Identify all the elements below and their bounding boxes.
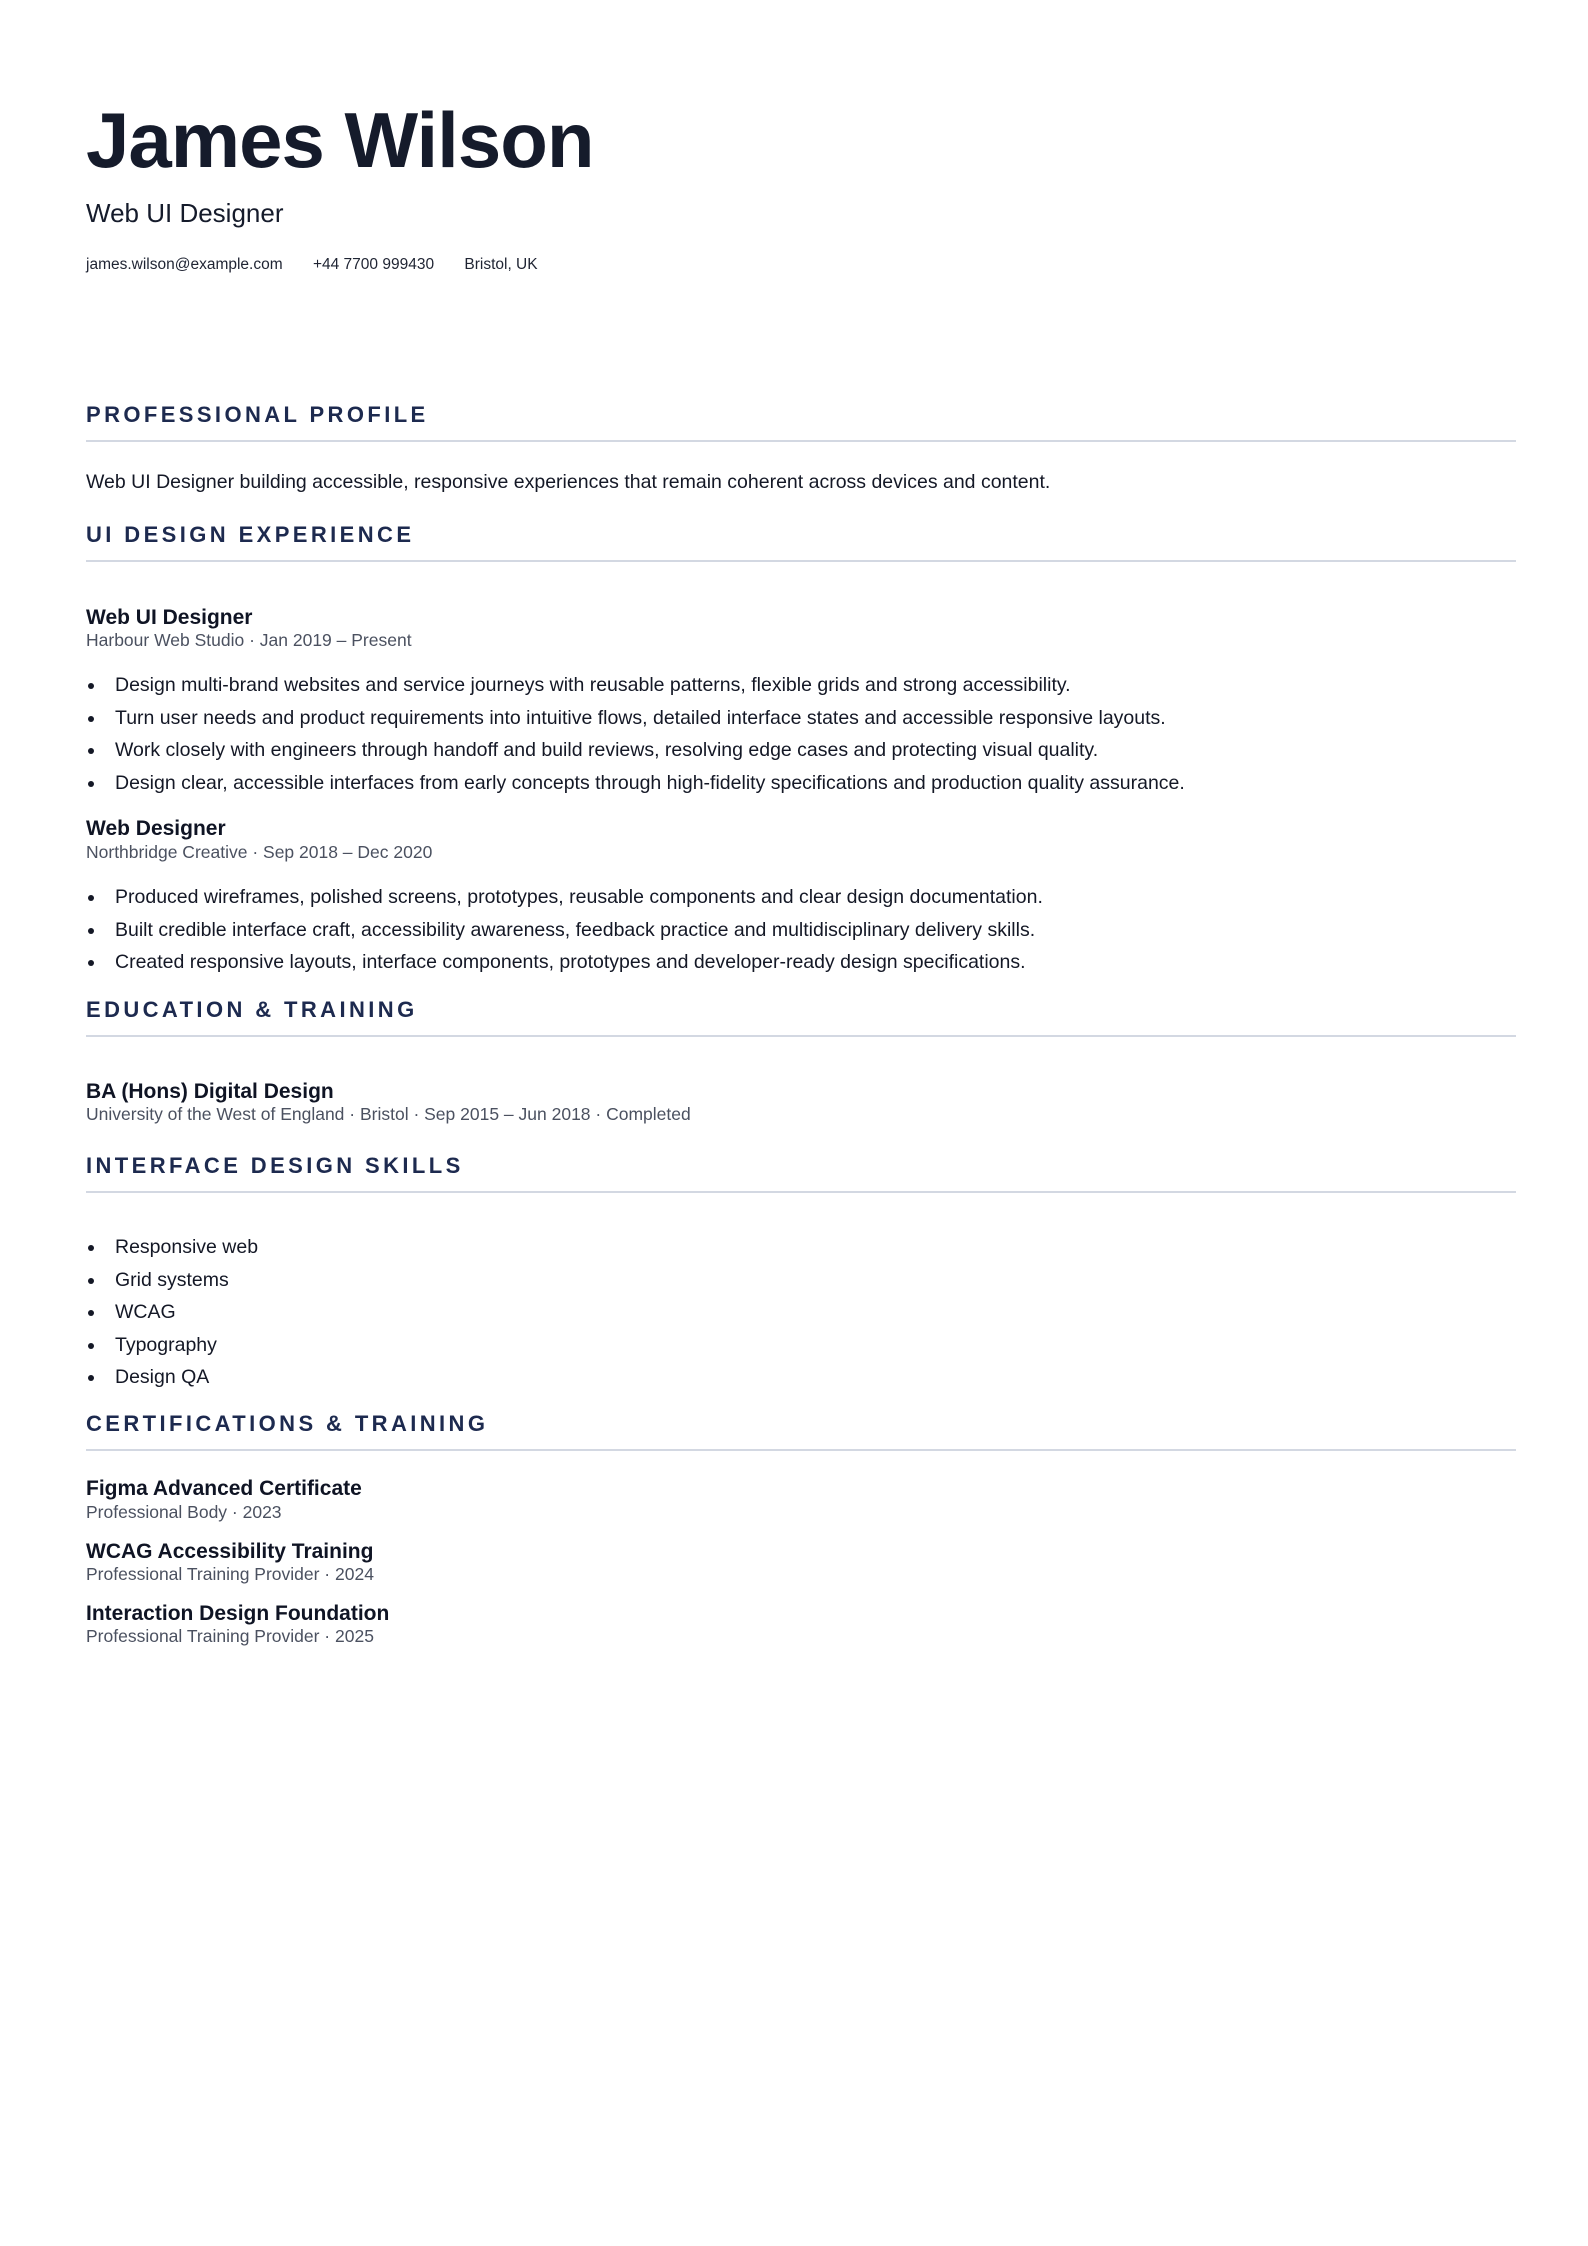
job-meta: Northbridge Creative · Sep 2018 – Dec 2020 xyxy=(86,842,433,862)
certification-meta: Professional Training Provider · 2025 xyxy=(86,1626,374,1646)
list-item: Created responsive layouts, interface components, prototypes and developer-ready design specifications. xyxy=(86,946,1043,979)
job-bullets xyxy=(86,669,1185,799)
list-item: WCAG xyxy=(86,1296,258,1329)
contact-line xyxy=(86,254,564,276)
list-item: Turn user needs and product requirements into intuitive flows, detailed interface states and accessible responsive layouts. xyxy=(86,702,1185,735)
certification-meta: Professional Training Provider · 2024 xyxy=(86,1564,374,1584)
list-item: Design clear, accessible interfaces from early concepts through high-fidelity specifications and production quality assurance. xyxy=(86,767,1185,800)
section-heading: CERTIFICATIONS & TRAINING xyxy=(86,1411,489,1436)
section-heading: PROFESSIONAL PROFILE xyxy=(86,402,429,427)
candidate-title: Web UI Designer xyxy=(86,198,284,228)
list-item: Work closely with engineers through handoff and build reviews, resolving edge cases and protecting visual quality. xyxy=(86,734,1185,767)
section-skills-header xyxy=(86,1151,1516,1193)
skills-list xyxy=(86,1231,258,1394)
profile-summary: Web UI Designer building accessible, responsive experiences that remain coherent across devices and content. xyxy=(86,471,1051,493)
certification-title: WCAG Accessibility Training xyxy=(86,1540,374,1563)
section-education-header xyxy=(86,995,1516,1037)
list-item: Design multi-brand websites and service journeys with reusable patterns, flexible grids and strong accessibility. xyxy=(86,669,1185,702)
certification-title: Interaction Design Foundation xyxy=(86,1602,390,1625)
section-profile-header xyxy=(86,400,1516,442)
list-item: Produced wireframes, polished screens, prototypes, reusable components and clear design documentation. xyxy=(86,881,1043,914)
contact-phone[interactable]: +44 7700 999430 xyxy=(312,256,435,273)
job-meta: Harbour Web Studio · Jan 2019 – Present xyxy=(86,630,412,650)
education-title: BA (Hons) Digital Design xyxy=(86,1080,334,1103)
contact-email[interactable]: james.wilson@example.com xyxy=(86,256,283,273)
list-item: Grid systems xyxy=(86,1264,258,1297)
list-item: Built credible interface craft, accessibility awareness, feedback practice and multidisciplinary delivery skills. xyxy=(86,914,1043,947)
certification-meta: Professional Body · 2023 xyxy=(86,1502,282,1522)
list-item: Responsive web xyxy=(86,1231,258,1264)
job-title: Web Designer xyxy=(86,817,226,840)
certification-title: Figma Advanced Certificate xyxy=(86,1477,362,1500)
candidate-name: James Wilson xyxy=(86,96,594,184)
contact-location: Bristol, UK xyxy=(464,256,538,273)
section-heading: INTERFACE DESIGN SKILLS xyxy=(86,1153,464,1178)
list-item: Typography xyxy=(86,1329,258,1362)
section-heading: UI DESIGN EXPERIENCE xyxy=(86,522,415,547)
education-meta: University of the West of England · Bristol · Sep 2015 – Jun 2018 · Completed xyxy=(86,1104,691,1124)
section-experience-header xyxy=(86,520,1516,562)
job-title: Web UI Designer xyxy=(86,606,253,629)
section-certifications-header xyxy=(86,1409,1516,1451)
section-heading: EDUCATION & TRAINING xyxy=(86,997,418,1022)
list-item: Design QA xyxy=(86,1361,258,1394)
job-bullets xyxy=(86,881,1043,979)
